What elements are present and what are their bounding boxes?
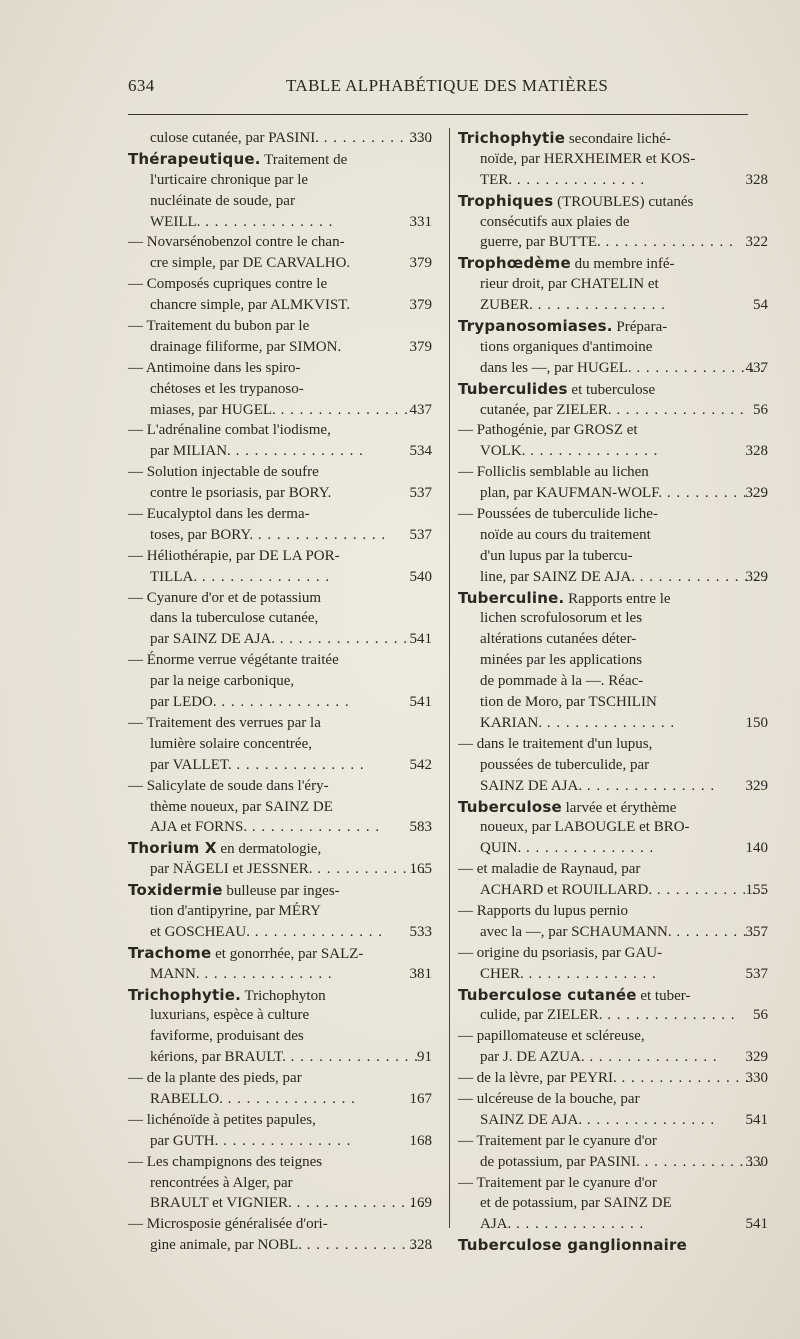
index-entry-text: chancre simple, par ALMKVIST. [150,297,351,314]
index-entry-text: — de la lèvre, par PEYRI. . . . [458,1070,750,1086]
index-entry-text: Tuberculose larvée et érythème [458,797,677,816]
index-line [458,1173,768,1194]
index-line [128,191,432,212]
index-line [128,671,432,692]
index-headword: Tuberculose ganglionnaire [458,1236,687,1255]
index-line [128,1214,432,1235]
index-line [458,1068,768,1089]
index-page-number: 437 [745,359,768,376]
index-page-number: 381 [409,965,432,982]
index-headword: Trophœdème [458,254,571,273]
index-line [128,400,432,421]
index-headword: Tuberculides [458,379,568,398]
index-line [458,1047,768,1068]
index-entry-text: chétoses et les trypanoso- [150,380,304,397]
index-line [128,838,432,859]
index-entry-text: l'urticaire chronique par le [150,171,309,188]
index-line [458,943,768,964]
index-entry-text: QUIN. . . . [480,840,654,856]
index-entry-text: cutanée, par ZIELER. . . . [480,402,745,418]
index-headword: Trichophytie [458,129,566,147]
index-entry-text: noueux, par LABOUGLE et BRO- [480,819,690,836]
index-page-number: 330 [409,130,432,146]
index-entry-text: culose cutanée, par PASINI. . . . [150,130,432,146]
index-line [458,379,768,400]
index-page-number: 537 [409,485,432,502]
index-entry-text: Trachome et gonorrhée, par SALZ- [128,943,364,962]
index-line [458,1089,768,1110]
index-entry-text: avec la —, par SCHAUMANN. . . . [480,924,768,940]
index-line [458,1193,768,1214]
index-entry-text: — de la plante des pieds, par [128,1070,302,1087]
index-entry-text: — Traitement du bubon par le [128,318,310,335]
index-line [458,608,768,629]
index-line [128,170,432,191]
index-line [128,1110,432,1131]
index-line [458,170,768,191]
index-entry-text: tions organiques d'antimoine [480,338,653,355]
index-entry-text: — Composés cupriques contre le [128,276,328,293]
index-line [458,462,768,483]
index-line [128,692,432,713]
index-entry-text: kérions, par BRAULT. . . . [150,1049,419,1065]
index-line [128,441,432,462]
index-line [128,295,432,316]
index-entry-text: miases, par HUGEL. . . . [150,402,409,418]
index-page-number: 140 [745,840,768,857]
index-entry-text: Tuberculose cutanée et tuber- [458,985,691,1004]
index-line [128,985,432,1006]
index-page-number: 56 [753,1007,768,1024]
index-page-number: 54 [753,297,768,314]
index-page-number: 537 [409,526,432,543]
index-entry-text: de pommade à la —. Réac- [480,673,644,690]
index-page-number: 56 [753,401,768,418]
index-column-right [458,128,768,1256]
index-line [128,1235,432,1256]
index-line [128,1131,432,1152]
index-entry-text: Toxidermie bulleuse par inges- [128,881,340,900]
index-entry-text: CHER. . . . [480,966,657,982]
index-line [458,797,768,818]
index-line [128,149,432,170]
index-line [128,462,432,483]
index-line [128,588,432,609]
index-line [128,379,432,400]
index-entry-text: RABELLO. . . . [150,1091,356,1107]
index-entry-text: toses, par BORY. . . . [150,527,386,543]
index-entry-text: consécutifs aux plaies de [480,213,630,230]
index-line [458,964,768,985]
index-line [458,149,768,170]
index-line [458,316,768,337]
index-line [128,859,432,880]
index-page-number: 328 [745,443,768,460]
index-line [458,1026,768,1047]
index-page-number: 541 [409,631,432,648]
index-line [128,880,432,901]
index-entry-text: poussées de tuberculide, par [480,756,650,773]
index-entry-text: minées par les applications [480,652,643,669]
index-headword: Trichophytie. [128,985,241,1004]
index-line [458,525,768,546]
index-line [128,817,432,838]
index-line [128,943,432,964]
index-entry-text: rieur droit, par CHATELIN et [480,276,659,293]
index-entry-text: ACHARD et ROUILLARD. . . . [480,882,768,898]
index-line [458,713,768,734]
index-line [458,295,768,316]
index-page-number: 168 [409,1132,432,1149]
index-line [128,964,432,985]
index-headword: Toxidermie [128,881,223,900]
index-line [458,337,768,358]
index-page-number: 540 [409,568,432,585]
index-entry-text: Tuberculides et tuberculose [458,379,656,398]
index-entry-text: dans la tuberculose cutanée, [150,610,319,627]
index-entry-text: TER. . . . [480,172,645,188]
index-entry-text: line, par SAINZ DE AJA. . . . [480,569,768,585]
index-page-number: 328 [409,1237,432,1254]
index-entry-text: — papillomateuse et scléreuse, [458,1028,645,1045]
index-entry-text: et GOSCHEAU. . . . [150,924,383,940]
index-entry-text: par MILIAN. . . . [150,443,364,459]
index-page-number: 165 [409,861,432,878]
index-line [128,755,432,776]
index-entry-text: thème noueux, par SAINZ DE [150,798,333,815]
index-line [458,358,768,379]
index-line [458,1110,768,1131]
index-page-number: 169 [409,1195,432,1212]
index-entry-text: d'un lupus par la tubercu- [480,547,633,564]
index-entry-text: contre le psoriasis, par BORY. [150,485,332,502]
index-entry-text: par LEDO. . . . [150,694,350,710]
index-line [128,525,432,546]
index-entry-text: tion de Moro, par TSCHILIN [480,694,657,711]
index-headword: Trypanosomiases. [458,317,613,336]
index-entry-text: — Salicylate de soude dans l'éry- [128,777,329,794]
page-number: 634 [128,76,155,95]
index-entry-text: ZUBER. . . . [480,297,666,313]
index-page-number: 583 [409,819,432,836]
index-headword: Thorium X [128,839,217,858]
index-line [128,128,432,149]
index-line [458,859,768,880]
index-line [458,400,768,421]
index-entry-text: — Pathogénie, par GROSZ et [458,422,638,439]
index-entry-text: gine animale, par NOBL. . . . [150,1237,432,1253]
index-entry-text: — Antimoine dans les spiro- [128,359,301,376]
index-line [128,1005,432,1026]
index-entry-text: guerre, par BUTTE. . . . [480,234,734,250]
index-entry-text: KARIAN. . . . [480,715,675,731]
index-entry-text: altérations cutanées déter- [480,631,637,648]
index-page-number: 91 [417,1049,432,1066]
index-line [128,776,432,797]
index-entry-text: par la neige carbonique, [150,673,295,690]
index-page-number: 322 [745,234,768,251]
index-entry-text: Trypanosomiases. Prépara- [458,317,668,336]
index-line [458,567,768,588]
index-line [458,212,768,233]
index-headword: Trophiques [458,191,554,210]
index-line [128,337,432,358]
index-entry-text: par NÄGELI et JESSNER. . . . [150,861,432,877]
index-entry-text: dans les —, par HUGEL. . . . [480,360,765,376]
index-page-number: 437 [409,401,432,418]
index-page-number: 534 [409,443,432,460]
index-line [128,1068,432,1089]
index-line [128,546,432,567]
index-page-number: 379 [409,297,432,314]
index-line [458,483,768,504]
index-entry-text: — L'adrénaline combat l'iodisme, [128,422,331,439]
index-line [458,734,768,755]
index-line [128,734,432,755]
index-page-number: 331 [409,213,432,230]
index-line [128,212,432,233]
index-headword: Tuberculose cutanée [458,985,637,1004]
index-headword: Trachome [128,943,212,962]
index-page-number: 379 [409,255,432,272]
index-page-number: 537 [745,965,768,982]
index-entry-text: SAINZ DE AJA. . . . [480,778,715,794]
index-entry-text: TILLA. . . . [150,569,330,585]
index-line [458,504,768,525]
index-line [458,1131,768,1152]
index-line [128,274,432,295]
index-entry-text: Trophœdème du membre infé- [458,254,675,273]
index-line [458,546,768,567]
header-rule [128,114,748,115]
index-entry-text: faviforme, produisant des [150,1028,304,1045]
index-entry-text: — Les champignons des teignes [128,1153,323,1170]
index-entry-text: — lichénoïde à petites papules, [128,1111,316,1128]
index-entry-text: de potassium, par PASINI. . . . [480,1154,768,1170]
index-entry-text: noïde au cours du traitement [480,526,651,543]
index-line [128,316,432,337]
index-page-number: 533 [409,923,432,940]
index-page-number: 328 [745,171,768,188]
index-entry-text: drainage filiforme, par SIMON. [150,338,342,355]
index-line [458,1005,768,1026]
index-entry-text: — Énorme verrue végétante traitée [128,652,339,669]
index-entry-text [458,1238,687,1254]
index-entry-text: — origine du psoriasis, par GAU- [458,944,663,961]
index-entry-text: — Cyanure d'or et de potassium [128,589,322,606]
index-entry-text: — Traitement des verrues par la [128,714,321,731]
index-page-number: 329 [745,485,768,502]
index-line [458,692,768,713]
index-entry-text: — Folliclis semblable au lichen [458,464,649,481]
index-line [128,504,432,525]
index-headword: Thérapeutique. [128,149,261,168]
index-line [128,567,432,588]
index-entry-text: AJA et FORNS. . . . [150,819,380,835]
index-entry-text: par GUTH. . . . [150,1133,351,1149]
index-entry-text: Trichophytie secondaire liché- [458,129,671,147]
index-line [128,1193,432,1214]
index-line [458,274,768,295]
index-line [128,650,432,671]
index-line [128,922,432,943]
index-entry-text: — Héliothérapie, par DE LA POR- [128,547,340,564]
index-line [458,671,768,692]
index-line [128,420,432,441]
index-line [458,755,768,776]
index-line [458,985,768,1006]
index-line [458,191,768,212]
index-page-number: 329 [745,1049,768,1066]
index-line [128,253,432,274]
index-entry-text: lichen scrofulosorum et les [480,610,643,627]
index-entry-text: Tuberculine. Rapports entre le [458,588,671,607]
index-entry-text: SAINZ DE AJA. . . . [480,1112,715,1128]
index-entry-text: par SAINZ DE AJA. . . . [150,631,408,647]
index-line [458,232,768,253]
index-entry-text: — Rapports du lupus pernio [458,902,628,919]
index-line [458,776,768,797]
index-line [458,441,768,462]
index-entry-text: Trophiques (TROUBLES) cutanés [458,191,694,210]
index-line [128,358,432,379]
index-entry-text: plan, par KAUFMAN-WOLF. . . . [480,485,768,501]
index-page-number: 167 [409,1090,432,1107]
index-page-number: 329 [745,568,768,585]
index-entry-text: — Microsposie généralisée d'ori- [128,1216,328,1233]
index-page-number: 541 [409,694,432,711]
index-entry-text: VOLK. . . . [480,443,658,459]
index-page-number: 542 [409,756,432,773]
index-page-number: 330 [745,1070,768,1087]
index-line [128,483,432,504]
column-divider [449,128,450,1228]
index-entry-text: MANN. . . . [150,966,333,982]
index-line [458,629,768,650]
index-page-number: 379 [409,338,432,355]
index-entry-text: — Traitement par le cyanure d'or [458,1174,657,1191]
index-line [458,253,768,274]
index-line [458,922,768,943]
index-entry-text: par VALLET. . . . [150,757,365,773]
running-title: TABLE ALPHABÉTIQUE DES MATIÈRES [286,76,609,95]
index-line [458,1214,768,1235]
index-page-number: 541 [745,1111,768,1128]
index-entry-text: par J. DE AZUA. . . . [480,1049,718,1065]
index-line [458,420,768,441]
index-line [458,128,768,149]
index-entry-text: — Eucalyptol dans les derma- [128,506,310,523]
index-entry-text: — et maladie de Raynaud, par [458,861,641,878]
index-headword: Tuberculose [458,797,562,816]
index-entry-text: — dans le traitement d'un lupus, [458,735,653,752]
index-line [458,901,768,922]
index-entry-text: cre simple, par DE CARVALHO. [150,255,351,272]
index-line [128,713,432,734]
index-line [458,838,768,859]
index-page-number: 329 [745,777,768,794]
index-line [128,1173,432,1194]
index-line [128,1026,432,1047]
index-line [128,901,432,922]
index-headword: Tuberculine. [458,588,565,607]
index-page-number: 150 [745,714,768,731]
index-entry-text: Thérapeutique. Traitement de [128,149,348,168]
index-entry-text: — Novarsénobenzol contre le chan- [128,234,345,251]
index-entry-text: rencontrées à Alger, par [150,1174,293,1191]
index-line [128,1047,432,1068]
index-entry-text: — Traitement par le cyanure d'or [458,1132,657,1149]
index-entry-text: luxurians, espèce à culture [150,1007,310,1024]
index-column-left [128,128,432,1256]
index-page-number: 330 [745,1153,768,1170]
index-page-number: 357 [745,923,768,940]
index-entry-text: AJA. . . . [480,1216,644,1232]
index-page-number: 541 [745,1216,768,1233]
index-line [458,650,768,671]
index-page-number: 155 [745,882,768,899]
index-entry-text: et de potassium, par SAINZ DE [480,1195,672,1212]
index-entry-text: — Poussées de tuberculide liche- [458,506,658,523]
index-line [128,1152,432,1173]
index-entry-text: Trichophytie. Trichophyton [128,985,326,1004]
index-line [128,629,432,650]
index-entry-text: lumière solaire concentrée, [150,735,312,752]
index-line [128,608,432,629]
index-line [128,1089,432,1110]
index-line [458,588,768,609]
index-entry-text: tion d'antipyrine, par MÉRY [150,902,322,919]
index-entry-text: — ulcéreuse de la bouche, par [458,1090,640,1107]
index-line [458,1152,768,1173]
index-entry-text: Thorium X en dermatologie, [128,839,322,858]
index-entry-text: BRAULT et VIGNIER. . . . [150,1195,425,1211]
index-entry-text: WEILL. . . . [150,214,333,230]
index-line [128,232,432,253]
index-entry-text: — Solution injectable de soufre [128,464,319,481]
index-line [128,797,432,818]
index-line [458,880,768,901]
index-line [458,1235,768,1256]
index-entry-text: noïde, par HERXHEIMER et KOS- [480,150,696,167]
index-entry-text: nucléinate de soude, par [150,192,295,209]
page-header [128,76,748,100]
index-line [458,817,768,838]
index-entry-text: culide, par ZIELER. . . . [480,1007,735,1023]
